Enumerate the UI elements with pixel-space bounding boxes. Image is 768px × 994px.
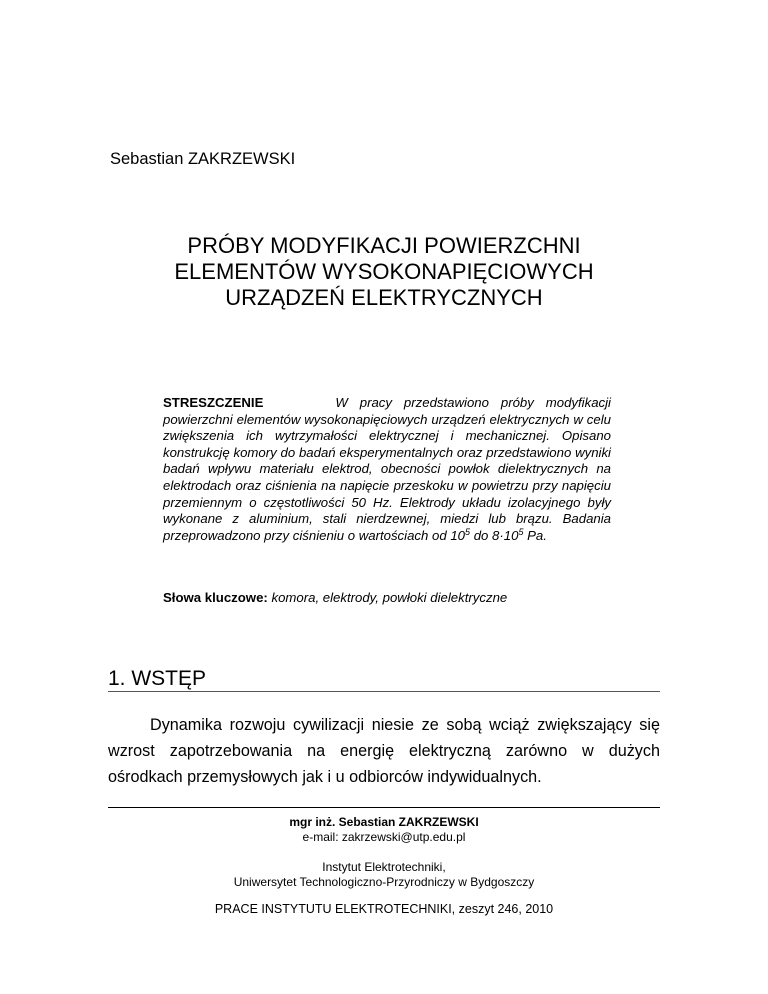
author-name: Sebastian ZAKRZEWSKI xyxy=(110,150,296,168)
section-divider xyxy=(108,691,660,692)
title-line: PRÓBY MODYFIKACJI POWIERZCHNI xyxy=(187,233,581,258)
author-footnote xyxy=(108,815,660,917)
abstract-text: W pracy przedstawiono próby modyfikacji powierzchni elementów wysokonapięciowych urządzeń elektrycznych w celu zwiększenia ich wytrzymałości elektrycznej i mechanicznej. Opisano konstrukcję komory do badań eksperymentalnych oraz przedstawiono wyniki badań wpływu materiału elektrod, obecności powłok dielektrycznych na elektrodach oraz ciśnienia na napięcie przeskoku w powietrzu przy napięciu przemiennym o częstotliwości 50 Hz. Elektrody układu izolacyjnego były wykonane z aluminium, stali nierdzewnej, miedzi lub brązu. Badania przeprowadzono przy ciśnieniu o wartościach od 10 xyxy=(163,395,611,543)
keywords xyxy=(163,590,507,605)
keywords-value: komora, elektrody, powłoki dielektryczne xyxy=(271,590,508,605)
title-line: ELEMENTÓW WYSOKONAPIĘCIOWYCH xyxy=(174,259,594,284)
body-text xyxy=(108,712,660,790)
abstract-text-mid: do 8·10 xyxy=(470,527,519,543)
journal-reference: PRACE INSTYTUTU ELEKTROTECHNIKI, zeszyt 246, 2010 xyxy=(214,902,554,916)
keywords-label: Słowa kluczowe: xyxy=(163,590,268,605)
body-paragraph: Dynamika rozwoju cywilizacji niesie ze sobą wciąż zwiększający się wzrost zapotrzebowania na energię elektryczną zarówno w dużych ośrodkach przemysłowych jak i u odbiorców indywidualnych. xyxy=(108,716,660,786)
footnote-institute: Instytut Elektrotechniki, xyxy=(322,860,446,874)
abstract-label: STRESZCZENIE xyxy=(163,395,264,410)
abstract xyxy=(163,395,611,544)
footnote-author: mgr inż. Sebastian ZAKRZEWSKI xyxy=(289,815,479,829)
abstract-exponent: 5 xyxy=(518,526,524,537)
abstract-text-end: Pa. xyxy=(523,527,547,543)
abstract-exponent: 5 xyxy=(465,526,471,537)
footnote-university: Uniwersytet Technologiczno-Przyrodniczy w Bydgoszczy xyxy=(233,875,535,889)
paper-title xyxy=(110,233,658,311)
footer-divider xyxy=(108,807,660,808)
section-heading: 1. WSTĘP xyxy=(108,667,207,690)
title-line: URZĄDZEŃ ELEKTRYCZNYCH xyxy=(225,285,543,310)
footnote-email: e-mail: zakrzewski@utp.edu.pl xyxy=(302,830,466,844)
